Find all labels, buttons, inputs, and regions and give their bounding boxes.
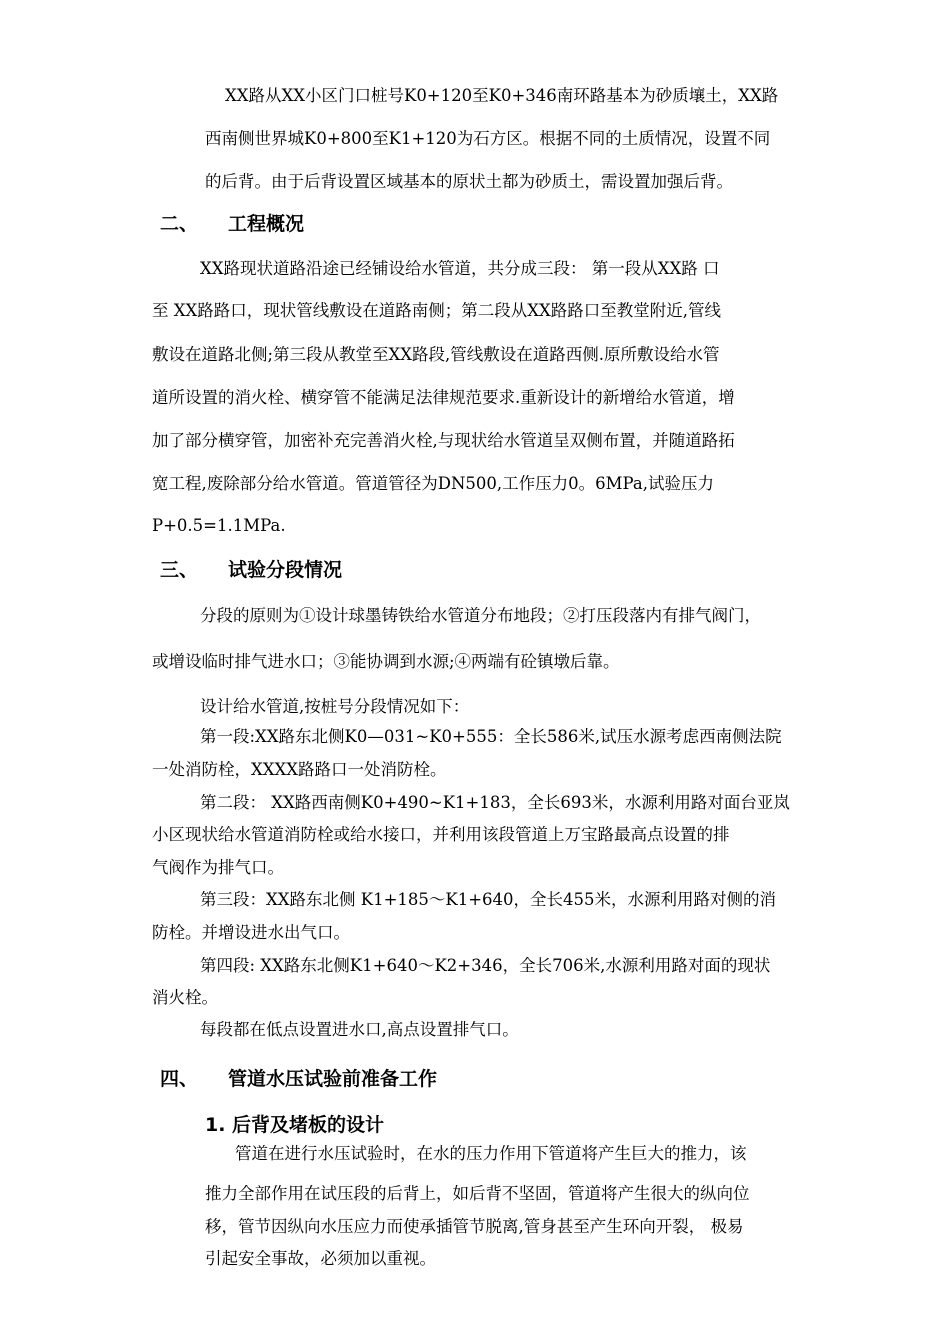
section3-segments-intro: 设计给水管道,按桩号分段情况如下： xyxy=(200,697,470,716)
section3-title: 试验分段情况 xyxy=(228,559,343,581)
segment-2-line-3: 气阀作为排气口。 xyxy=(152,858,284,877)
segment-3-line-1: 第三段：XX路东北侧 K1+185～K1+640，全长455米，水源利用路对侧的消 xyxy=(200,890,777,909)
section4-sub1-line-2: 推力全部作用在试压段的后背上，如后背不坚固，管道将产生很大的纵向位 xyxy=(205,1184,750,1203)
section3-number: 三、 xyxy=(160,559,199,581)
segment-3-line-2: 防栓。并增设进水出气口。 xyxy=(152,923,350,942)
segment-4-line-1: 第四段: XX路东北侧K1+640～K2+346，全长706米,水源利用路对面的现状 xyxy=(200,956,771,975)
section2-line-4: 道所设置的消火栓、横穿管不能满足法律规范要求.重新设计的新增给水管道，增 xyxy=(152,388,735,407)
segment-1-line-1: 第一段:XX路东北侧K0—031~K0+555：全长586米,试压水源考虑西南侧法院 xyxy=(200,727,782,746)
section3-closing: 每段都在低点设置进水口,高点设置排气口。 xyxy=(200,1020,519,1039)
section4-sub1-line-4: 引起安全事故，必须加以重视。 xyxy=(205,1249,436,1268)
section2-line-1: XX路现状道路沿途已经铺设给水管道，共分成三段： 第一段从XX路 口 xyxy=(200,259,720,278)
segment-1-line-2: 一处消防栓，XXXX路路口一处消防栓。 xyxy=(152,760,447,779)
section4-sub1-title: 1. 后背及堵板的设计 xyxy=(205,1114,385,1136)
intro-line-2: 西南侧世界城K0+800至K1+120为石方区。根据不同的土质情况，设置不同 xyxy=(205,129,771,148)
section2-line-5: 加了部分横穿管，加密补充完善消火栓,与现状给水管道呈双侧布置，并随道路拓 xyxy=(152,431,735,450)
section2-title: 工程概况 xyxy=(228,213,305,235)
section4-title: 管道水压试验前准备工作 xyxy=(228,1068,438,1090)
intro-line-3: 的后背。由于后背设置区域基本的原状土都为砂质土，需设置加强后背。 xyxy=(205,172,733,191)
segment-2-line-2: 小区现状给水管道消防栓或给水接口，并利用该段管道上万宝路最高点设置的排 xyxy=(152,825,730,844)
segment-2-line-1: 第二段： XX路西南侧K0+490~K1+183，全长693米，水源利用路对面台亚岚 xyxy=(200,793,790,812)
section3-principle-line-2: 或增设临时排气进水口；③能协调到水源;④两端有砼镇墩后靠。 xyxy=(152,652,620,671)
section3-principle-line-1: 分段的原则为①设计球墨铸铁给水管道分布地段；②打压段落内有排气阀门， xyxy=(200,606,761,625)
section4-number: 四、 xyxy=(160,1068,199,1090)
section2-number: 二、 xyxy=(160,213,199,235)
section4-sub1-line-1: 管道在进行水压试验时，在水的压力作用下管道将产生巨大的推力，该 xyxy=(235,1144,747,1163)
segment-4-line-2: 消火栓。 xyxy=(152,988,218,1007)
section2-line-7: P+0.5=1.1MPa. xyxy=(152,516,286,535)
section2-line-6: 宽工程,废除部分给水管道。管道管径为DN500,工作压力0。6MPa,试验压力 xyxy=(152,474,714,493)
section2-line-2: 至 XX路路口，现状管线敷设在道路南侧；第二段从XX路路口至教堂附近,管线 xyxy=(152,301,721,320)
intro-line-1: XX路从XX小区门口桩号K0+120至K0+346南环路基本为砂质壤土，XX路 xyxy=(225,86,779,105)
section4-sub1-line-3: 移，管节因纵向水压应力而使承插管节脱离,管身甚至产生环向开裂， 极易 xyxy=(205,1217,744,1236)
section2-line-3: 敷设在道路北侧;第三段从教堂至XX路段,管线敷设在道路西侧.原所敷设给水管 xyxy=(152,345,720,364)
